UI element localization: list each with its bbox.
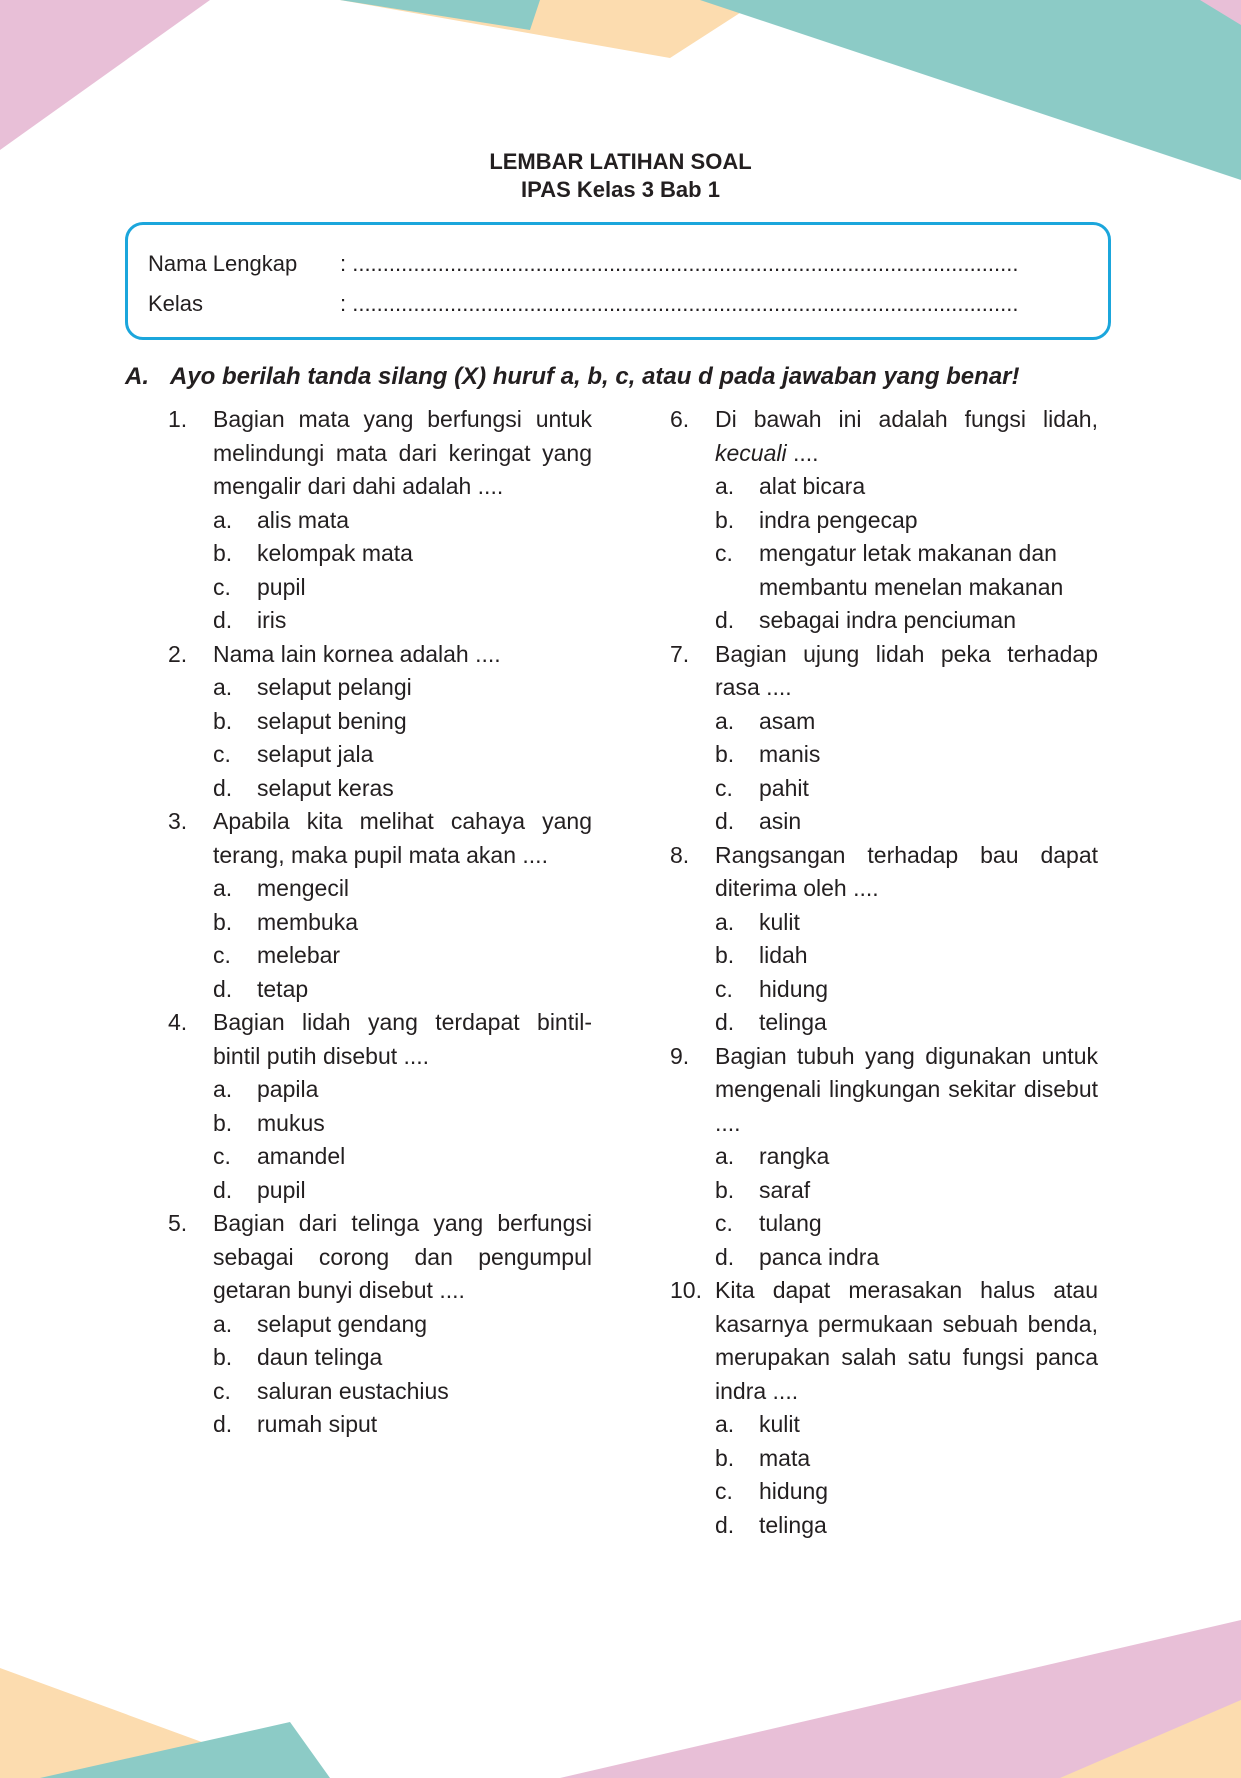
option-d[interactable]: [715, 604, 1098, 638]
option-text: papila: [257, 1076, 319, 1102]
option-c[interactable]: [715, 772, 1098, 806]
option-text: rumah siput: [257, 1411, 378, 1437]
option-text: selaput bening: [257, 707, 407, 734]
section-instruction: [125, 363, 1020, 391]
option-letter: a.: [213, 875, 233, 901]
option-c[interactable]: [715, 1207, 1098, 1241]
option-letter: a.: [213, 1310, 233, 1337]
question-stem-text: Di bawah ini adalah fungsi lidah,: [715, 406, 1098, 432]
option-letter: d.: [213, 1176, 233, 1203]
question-column-right: [670, 403, 1098, 1542]
option-text: telinga: [759, 1009, 827, 1035]
question-5: [168, 1207, 592, 1442]
option-letter: a.: [213, 506, 233, 533]
option-d[interactable]: [715, 805, 1098, 839]
option-text: mengecil: [257, 875, 350, 901]
option-letter: c.: [213, 1377, 231, 1404]
worksheet-subtitle: IPAS Kelas 3 Bab 1: [521, 177, 720, 202]
question-number: 2.: [168, 640, 188, 667]
question-number: 10.: [670, 1277, 702, 1303]
question-stem: [715, 403, 1098, 470]
option-letter: b.: [213, 908, 233, 935]
option-c[interactable]: [715, 1475, 1098, 1509]
option-d[interactable]: [715, 1241, 1098, 1275]
option-letter: c.: [715, 1210, 733, 1236]
option-b[interactable]: [715, 504, 1098, 538]
option-d[interactable]: [213, 1174, 592, 1208]
question-stem: Bagian dari telinga yang berfungsi sebagai corong dan pengumpul getaran bunyi disebut ....: [213, 1210, 592, 1303]
option-c[interactable]: [213, 939, 592, 973]
option-text: daun telinga: [257, 1344, 383, 1370]
option-letter: d.: [213, 975, 233, 1002]
option-a[interactable]: [715, 906, 1098, 940]
option-a[interactable]: [715, 705, 1098, 739]
option-letter: b.: [213, 1344, 233, 1370]
option-letter: c.: [213, 1143, 231, 1169]
option-c[interactable]: [715, 973, 1098, 1007]
option-text: selaput jala: [257, 741, 374, 767]
option-c[interactable]: [213, 738, 592, 772]
option-letter: c.: [715, 774, 733, 801]
option-text: rangka: [759, 1143, 830, 1169]
option-text: amandel: [257, 1143, 346, 1169]
option-b[interactable]: [715, 1174, 1098, 1208]
option-text: panca indra: [759, 1243, 880, 1270]
class-label: Kelas: [148, 291, 204, 316]
option-b[interactable]: [213, 1107, 592, 1141]
option-letter: b.: [213, 1109, 233, 1136]
option-text: tetap: [257, 975, 309, 1002]
option-b[interactable]: [213, 537, 592, 571]
option-letter: a.: [715, 1143, 735, 1169]
question-10: [670, 1274, 1098, 1542]
class-row: [148, 291, 1018, 317]
option-letter: c.: [213, 741, 231, 767]
student-identity-box: [125, 222, 1111, 340]
option-d[interactable]: [715, 1509, 1098, 1543]
option-a[interactable]: [715, 1140, 1098, 1174]
option-c[interactable]: [213, 571, 592, 605]
option-letter: c.: [213, 573, 231, 600]
question-8: [670, 839, 1098, 1040]
option-text: telinga: [759, 1511, 827, 1538]
option-text: pupil: [257, 573, 306, 600]
option-letter: d.: [715, 1009, 735, 1035]
question-number: 9.: [670, 1042, 690, 1069]
option-letter: d.: [715, 1243, 735, 1270]
option-text: alis mata: [257, 506, 350, 533]
option-text: hidung: [759, 1478, 829, 1504]
option-text: selaput pelangi: [257, 674, 412, 700]
question-stem: Kita dapat merasakan halus atau kasarnya permukaan sebuah benda, merupakan salah satu fungsi panca indra ....: [715, 1277, 1098, 1404]
option-text: manis: [759, 741, 821, 767]
question-1: [168, 403, 592, 638]
option-text: alat bicara: [759, 473, 866, 499]
option-text: mata: [759, 1444, 811, 1471]
question-stem-emphasis: kecuali: [715, 439, 787, 466]
option-text: membuka: [257, 908, 358, 935]
option-c[interactable]: [213, 1375, 592, 1409]
option-letter: c.: [715, 540, 733, 566]
option-a[interactable]: [213, 872, 592, 906]
worksheet-header: [0, 148, 1241, 204]
question-4: [168, 1006, 592, 1207]
option-d[interactable]: [213, 772, 592, 806]
option-text: melebar: [257, 942, 341, 968]
option-letter: a.: [213, 674, 233, 700]
option-letter: b.: [715, 741, 735, 767]
question-number: 3.: [168, 808, 188, 834]
option-a[interactable]: [213, 1308, 592, 1342]
option-text: pupil: [257, 1176, 306, 1203]
section-letter: A.: [125, 363, 149, 390]
option-text: kelompak mata: [257, 540, 413, 566]
question-number: 6.: [670, 406, 690, 432]
option-text: saraf: [759, 1176, 811, 1203]
name-label: Nama Lengkap: [148, 251, 298, 276]
option-text: kulit: [759, 908, 800, 935]
option-b[interactable]: [715, 738, 1098, 772]
question-9: [670, 1040, 1098, 1275]
option-letter: a.: [715, 707, 735, 734]
question-7: [670, 638, 1098, 839]
question-number: 1.: [168, 406, 188, 432]
question-stem: Nama lain kornea adalah ....: [213, 640, 501, 667]
option-a[interactable]: [715, 470, 1098, 504]
option-text: lidah: [759, 942, 808, 968]
option-letter: b.: [715, 1176, 735, 1203]
option-letter: d.: [213, 607, 233, 633]
option-letter: d.: [715, 607, 735, 633]
question-number: 7.: [670, 640, 690, 667]
option-text: iris: [257, 607, 287, 633]
option-text: sebagai indra penciuman: [759, 607, 1017, 633]
option-letter: b.: [715, 942, 735, 968]
option-text: asin: [759, 808, 802, 834]
question-number: 8.: [670, 841, 690, 868]
option-letter: b.: [213, 540, 233, 566]
option-text: indra pengecap: [759, 506, 918, 533]
option-text: mukus: [257, 1109, 325, 1136]
option-b[interactable]: [213, 705, 592, 739]
option-a[interactable]: [213, 1073, 592, 1107]
option-letter: b.: [715, 1444, 735, 1471]
option-text: hidung: [759, 975, 829, 1002]
question-number: 5.: [168, 1210, 188, 1236]
option-letter: c.: [715, 1478, 733, 1504]
question-stem: Bagian tubuh yang digunakan untuk mengenali lingkungan sekitar disebut ....: [715, 1042, 1098, 1136]
question-stem: Bagian ujung lidah peka terhadap rasa ....: [715, 640, 1098, 700]
question-stem: Rangsangan terhadap bau dapat diterima oleh ....: [715, 841, 1098, 901]
option-letter: d.: [213, 774, 233, 801]
option-d[interactable]: [213, 604, 592, 638]
option-letter: b.: [213, 707, 233, 734]
option-text: asam: [759, 707, 816, 734]
option-b[interactable]: [715, 1442, 1098, 1476]
option-text: selaput gendang: [257, 1310, 428, 1337]
option-b[interactable]: [715, 939, 1098, 973]
option-letter: a.: [715, 473, 735, 499]
question-stem: Bagian lidah yang terdapat bintil-bintil putih disebut ....: [213, 1009, 592, 1069]
option-letter: d.: [715, 808, 735, 834]
question-number: 4.: [168, 1009, 188, 1035]
section-instruction-text: Ayo berilah tanda silang (X) huruf a, b, c, atau d pada jawaban yang benar!: [170, 363, 1020, 390]
option-d[interactable]: [715, 1006, 1098, 1040]
option-c[interactable]: [213, 1140, 592, 1174]
option-letter: a.: [715, 908, 735, 935]
question-stem: Bagian mata yang berfungsi untuk melindungi mata dari keringat yang mengalir dari dahi adalah ....: [213, 406, 592, 499]
option-letter: b.: [715, 506, 735, 533]
name-blank[interactable]: : .............................................................................................................: [340, 251, 1019, 276]
option-letter: a.: [715, 1411, 735, 1437]
worksheet-title: LEMBAR LATIHAN SOAL: [489, 149, 752, 174]
option-text: saluran eustachius: [257, 1377, 449, 1404]
question-6: [670, 403, 1098, 638]
option-text: pahit: [759, 774, 809, 801]
option-a[interactable]: [715, 1408, 1098, 1442]
option-c[interactable]: [715, 537, 1098, 604]
option-text: mengatur letak makanan dan membantu menelan makanan: [759, 540, 1064, 600]
question-3: [168, 805, 592, 1006]
question-stem: Apabila kita melihat cahaya yang terang, maka pupil mata akan ....: [213, 808, 592, 868]
class-blank[interactable]: : .............................................................................................................: [340, 291, 1019, 316]
option-text: selaput keras: [257, 774, 394, 801]
name-row: [148, 251, 1018, 277]
option-a[interactable]: [213, 504, 592, 538]
option-letter: d.: [715, 1511, 735, 1538]
option-b[interactable]: [213, 1341, 592, 1375]
question-2: [168, 638, 592, 806]
option-text: tulang: [759, 1210, 822, 1236]
option-d[interactable]: [213, 973, 592, 1007]
option-text: kulit: [759, 1411, 800, 1437]
question-column-left: [168, 403, 592, 1442]
option-letter: d.: [213, 1411, 233, 1437]
option-d[interactable]: [213, 1408, 592, 1442]
option-letter: c.: [213, 942, 231, 968]
option-b[interactable]: [213, 906, 592, 940]
question-stem-tail: ....: [786, 439, 819, 466]
option-a[interactable]: [213, 671, 592, 705]
option-letter: c.: [715, 975, 733, 1002]
option-letter: a.: [213, 1076, 233, 1102]
